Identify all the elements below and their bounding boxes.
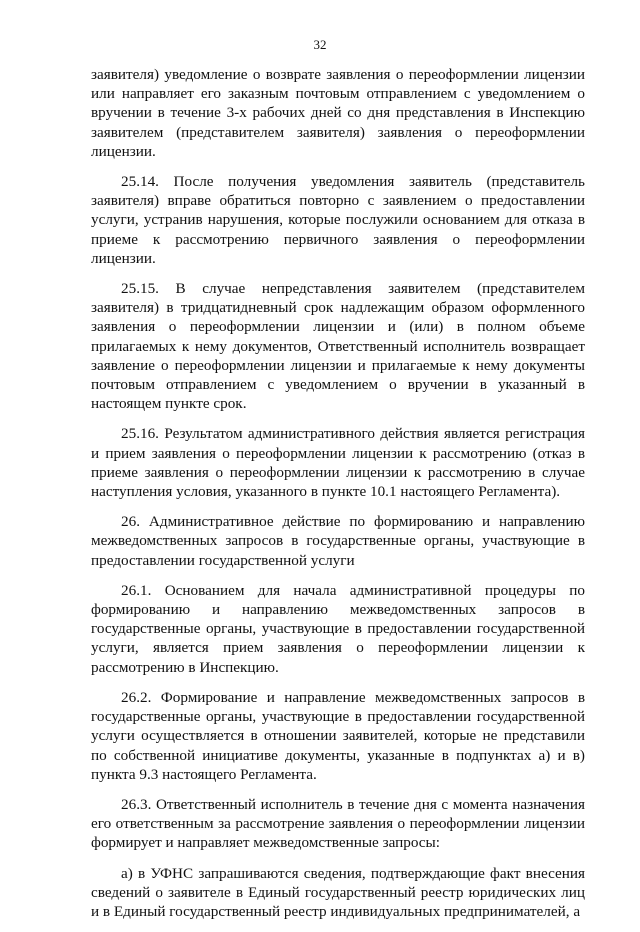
page-number: 32 — [313, 37, 327, 52]
paragraph-26-1: 26.1. Основанием для начала административной процедуры по формированию и направлению межведомственных запросов в государственные органы, участвующие в предоставлении государственной услуги, является прием заявления о переоформлении лицензии к рассмотрению в Инспекцию. — [91, 581, 585, 676]
section-heading-26: 26. Административное действие по формированию и направлению межведомственных запросов в государственные органы, участвующие в предоставлении государственной услуги — [91, 513, 585, 569]
paragraph-25-16: 25.16. Результатом административного действия является регистрация и прием заявления о переоформлении лицензии к рассмотрению (отказ в приеме заявления о переоформлении лицензии к рассмотрению в случае наступления условия, указанного в пункте 10.1 настоящего Регламента). — [91, 425, 585, 501]
paragraph-25-14: 25.14. После получения уведомления заявитель (представитель заявителя) вправе обратиться повторно с заявлением о предоставлении услуги, устранив нарушения, которые послужили основанием для отказа в приеме к рассмотрению первичного заявления о переоформлении лицензии. — [91, 173, 585, 267]
paragraph-25-15: 25.15. В случае непредставления заявителем (представителем заявителя) в тридцатидневный срок надлежащим образом оформленного заявления о переоформлении лицензии и (или) в полном объеме прилагаемых к нему документов, Ответственный исполнитель возвращает заявление о переоформлении лицензии и прилагаемые к нему документы почтовым отправлением с уведомлением о вручении в указанный в настоящем пункте срок. — [91, 280, 585, 413]
paragraph-continuation: заявителя) уведомление о возврате заявления о переоформлении лицензии или направляет его заказным почтовым отправлением с уведомлением о вручении в течение 3-х рабочих дней со дня представления в Инспекцию заявителем (представителем заявителя) заявления о переоформлении лицензии. — [91, 66, 585, 160]
document-body — [91, 65, 585, 932]
paragraph-26-2: 26.2. Формирование и направление межведомственных запросов в государственные органы, участвующие в предоставлении государственной услуги осуществляется в отношении заявителей, которые не представили по собственной инициативе документы, указанные в подпунктах а) и в) пункта 9.3 настоящего Регламента. — [91, 688, 585, 783]
paragraph-26-3-a: а) в УФНС запрашиваются сведения, подтверждающие факт внесения сведений о заявителе в Единый государственный реестр юридических лиц и в Единый государственный реестр индивидуальных предпринимателей, а — [91, 864, 585, 920]
paragraph-26-3: 26.3. Ответственный исполнитель в течение дня с момента назначения его ответственным за рассмотрение заявления о переоформлении лицензии формирует и направляет межведомственные запросы: — [91, 795, 585, 852]
